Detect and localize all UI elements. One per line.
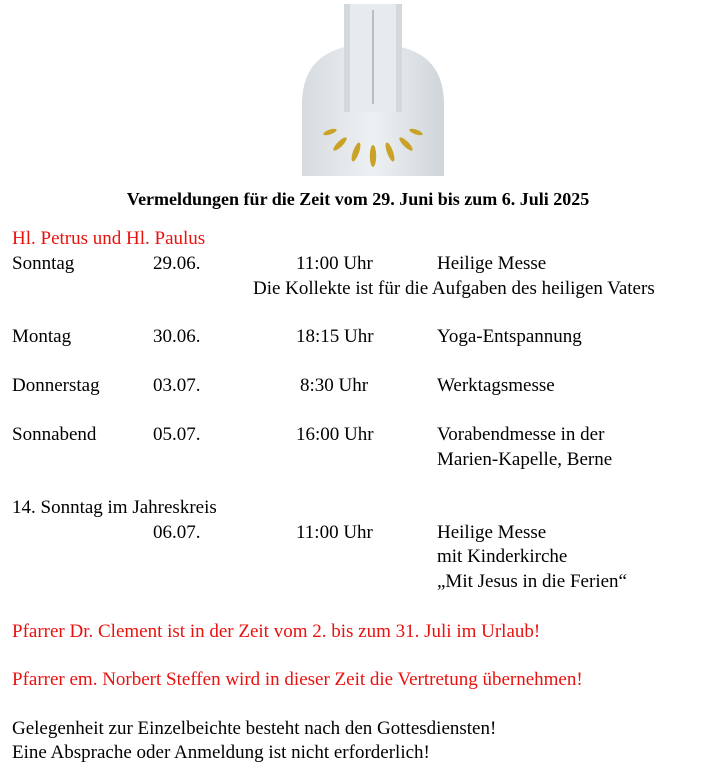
event-description-line: mit Kinderkirche [437, 546, 568, 567]
event-description-line: Marien-Kapelle, Berne [437, 449, 613, 470]
event-description-line: Heilige Messe [437, 522, 547, 543]
event-day: Montag [12, 326, 72, 347]
confession-notice: Gelegenheit zur Einzelbeichte besteht nach den Gottesdiensten! [12, 718, 497, 739]
event-description-line: „Mit Jesus in die Ferien“ [437, 571, 627, 592]
substitute-notice: Pfarrer em. Norbert Steffen wird in dieser Zeit die Vertretung übernehmen! [12, 669, 583, 690]
event-time: 11:00 Uhr [296, 522, 373, 543]
event-date: 03.07. [153, 375, 201, 396]
event-time: 11:00 Uhr [296, 253, 373, 274]
event-day: Sonnabend [12, 424, 97, 445]
event-note: Die Kollekte ist für die Aufgaben des heiligen Vaters [253, 278, 655, 299]
event-description: Heilige Messe [437, 253, 547, 274]
confession-notice: Eine Absprache oder Anmeldung ist nicht erforderlich! [12, 742, 430, 763]
feast-heading: Hl. Petrus und Hl. Paulus [12, 228, 206, 249]
event-time: 8:30 Uhr [300, 375, 369, 396]
event-time: 18:15 Uhr [296, 326, 374, 347]
event-date: 30.06. [153, 326, 201, 347]
vacation-notice: Pfarrer Dr. Clement ist in der Zeit vom 2. bis zum 31. Juli im Urlaub! [12, 621, 541, 642]
event-description: Yoga-Entspannung [437, 326, 582, 347]
event-date: 29.06. [153, 253, 201, 274]
event-day: Donnerstag [12, 375, 100, 396]
sunday-heading: 14. Sonntag im Jahreskreis [12, 497, 217, 518]
event-time: 16:00 Uhr [296, 424, 374, 445]
event-date: 05.07. [153, 424, 201, 445]
event-day: Sonntag [12, 253, 75, 274]
event-date: 06.07. [153, 522, 201, 543]
event-description: Werktagsmesse [437, 375, 555, 396]
event-description-line: Vorabendmesse in der [437, 424, 605, 445]
church-logo-icon [298, 4, 448, 176]
page-title: Vermeldungen für die Zeit vom 29. Juni bis zum 6. Juli 2025 [126, 189, 590, 209]
